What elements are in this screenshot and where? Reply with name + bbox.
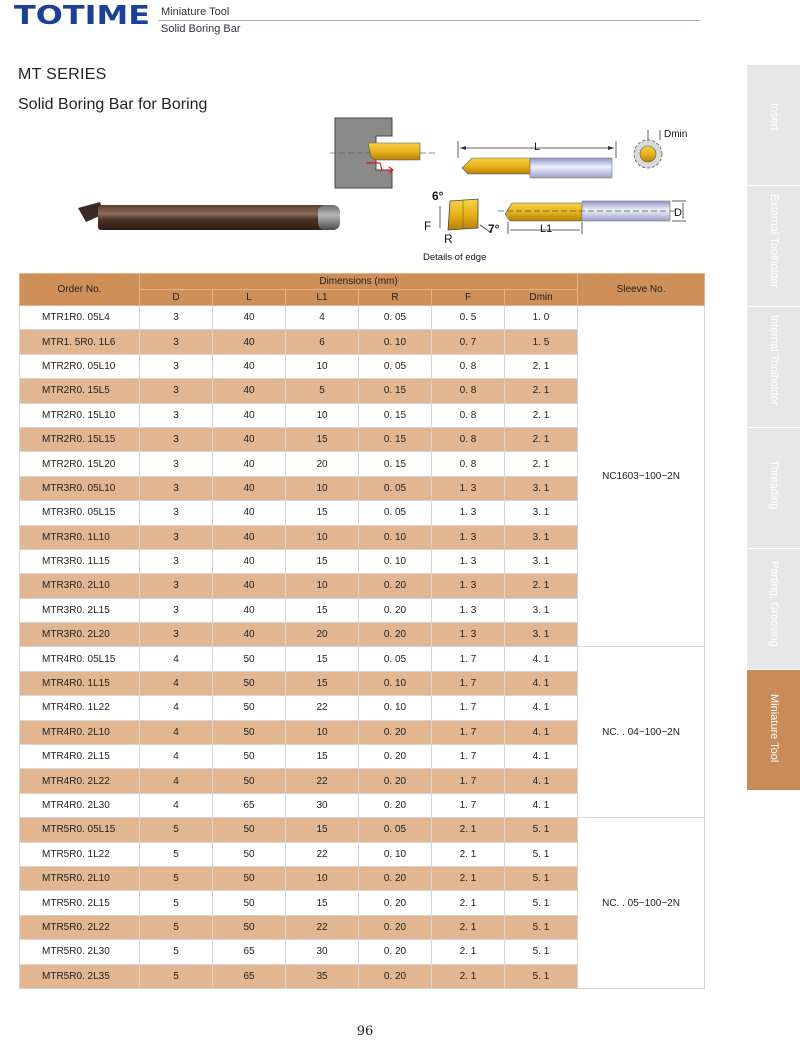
l1-cell: 10 [286,403,359,427]
l-cell: 50 [213,720,286,744]
dmin-end-view [634,130,662,168]
dmin-cell: 2. 1 [505,452,578,476]
f-cell: 1. 7 [432,769,505,793]
l-cell: 40 [213,452,286,476]
label-l: L [534,141,541,153]
d-cell: 3 [140,623,213,647]
l1-cell: 4 [286,306,359,330]
l-cell: 40 [213,330,286,354]
dmin-cell: 5. 1 [505,891,578,915]
order-no-cell: MTR4R0. 1L22 [20,696,140,720]
f-cell: 2. 1 [432,915,505,939]
product-diagram [0,0,720,270]
r-cell: 0. 10 [359,330,432,354]
dmin-cell: 3. 1 [505,525,578,549]
l1-cell: 22 [286,842,359,866]
f-cell: 1. 7 [432,745,505,769]
dmin-cell: 1. 0 [505,306,578,330]
f-cell: 2. 1 [432,891,505,915]
d-cell: 4 [140,720,213,744]
f-cell: 1. 7 [432,671,505,695]
f-cell: 1. 3 [432,501,505,525]
spec-table-body [20,306,705,989]
r-cell: 0. 10 [359,549,432,573]
label-l1: L1 [540,223,553,235]
r-cell: 0. 20 [359,574,432,598]
d-cell: 3 [140,427,213,451]
d-cell: 4 [140,793,213,817]
l-cell: 40 [213,574,286,598]
dmin-cell: 4. 1 [505,745,578,769]
d-cell: 5 [140,964,213,988]
order-no-cell: MTR3R0. 1L15 [20,549,140,573]
dmin-cell: 4. 1 [505,769,578,793]
tab-miniature-tool[interactable] [747,670,800,791]
tab-external-toolholder[interactable] [747,186,800,307]
dmin-cell: 2. 1 [505,574,578,598]
l1-cell: 35 [286,964,359,988]
boring-bar-photo [78,202,340,230]
d-cell: 4 [140,671,213,695]
dmin-cell: 2. 1 [505,403,578,427]
dmin-cell: 5. 1 [505,964,578,988]
tab-internal-toolholder[interactable] [747,307,800,428]
f-cell: 0. 8 [432,403,505,427]
label-angle-6: 6° [432,189,444,203]
dimensions-header: Dimensions (mm) [140,274,578,290]
f-cell: 2. 1 [432,964,505,988]
order-no-cell: MTR2R0. 15L10 [20,403,140,427]
d-cell: 3 [140,501,213,525]
f-cell: 0. 7 [432,330,505,354]
r-cell: 0. 05 [359,818,432,842]
d-cell: 5 [140,915,213,939]
l-cell: 40 [213,427,286,451]
col-header-dmin: Dmin [505,290,578,306]
order-no-cell: MTR5R0. 2L35 [20,964,140,988]
l1-cell: 15 [286,745,359,769]
f-cell: 2. 1 [432,866,505,890]
tab-label: External Toolholder [768,194,780,288]
order-no-cell: MTR3R0. 05L10 [20,476,140,500]
r-cell: 0. 20 [359,720,432,744]
l1-cell: 15 [286,549,359,573]
r-cell: 0. 15 [359,379,432,403]
l-cell: 50 [213,696,286,720]
d-cell: 5 [140,866,213,890]
boring-operation-diagram [330,118,438,188]
d-cell: 3 [140,306,213,330]
r-cell: 0. 15 [359,452,432,476]
r-cell: 0. 20 [359,866,432,890]
dmin-cell: 4. 1 [505,647,578,671]
col-header-l1: L1 [286,290,359,306]
f-cell: 1. 7 [432,696,505,720]
d-cell: 3 [140,379,213,403]
l1-cell: 15 [286,647,359,671]
order-no-cell: MTR4R0. 2L30 [20,793,140,817]
l-cell: 40 [213,476,286,500]
f-cell: 0. 8 [432,379,505,403]
f-cell: 0. 8 [432,427,505,451]
order-no-cell: MTR4R0. 2L22 [20,769,140,793]
l-cell: 50 [213,647,286,671]
l1-cell: 30 [286,793,359,817]
l-cell: 65 [213,793,286,817]
order-no-cell: MTR1. 5R0. 1L6 [20,330,140,354]
order-no-cell: MTR3R0. 2L15 [20,598,140,622]
f-cell: 1. 3 [432,574,505,598]
l1-cell: 10 [286,525,359,549]
order-no-cell: MTR3R0. 1L10 [20,525,140,549]
r-cell: 0. 10 [359,696,432,720]
r-cell: 0. 05 [359,476,432,500]
r-cell: 0. 05 [359,306,432,330]
l1-cell: 10 [286,476,359,500]
tab-insert[interactable] [747,65,800,186]
order-no-cell: MTR5R0. 2L15 [20,891,140,915]
dmin-cell: 4. 1 [505,793,578,817]
f-cell: 1. 3 [432,623,505,647]
order-no-cell: MTR4R0. 2L10 [20,720,140,744]
l-cell: 50 [213,818,286,842]
l1-cell: 15 [286,501,359,525]
table-row [20,818,705,842]
page-subtitle: Solid Boring Bar for Boring [18,96,208,113]
d-cell: 3 [140,330,213,354]
d-cell: 4 [140,769,213,793]
order-no-cell: MTR4R0. 2L15 [20,745,140,769]
f-cell: 1. 3 [432,598,505,622]
dmin-cell: 3. 1 [505,598,578,622]
sleeve-no-header: Sleeve No. [578,274,705,306]
r-cell: 0. 20 [359,623,432,647]
l-cell: 40 [213,623,286,647]
r-cell: 0. 10 [359,671,432,695]
l1-cell: 15 [286,671,359,695]
l1-cell: 6 [286,330,359,354]
label-dmin: Dmin [664,129,688,140]
d-cell: 3 [140,549,213,573]
l1-cell: 20 [286,623,359,647]
l1-cell: 30 [286,940,359,964]
brand-text: TOTIME [14,2,150,28]
d-cell: 3 [140,354,213,378]
r-cell: 0. 10 [359,525,432,549]
l-cell: 50 [213,915,286,939]
d-cell: 3 [140,525,213,549]
r-cell: 0. 10 [359,842,432,866]
d-cell: 4 [140,696,213,720]
d-cell: 4 [140,647,213,671]
f-cell: 1. 3 [432,476,505,500]
dmin-cell: 3. 1 [505,623,578,647]
label-f: F [424,219,432,233]
order-no-header: Order No. [20,274,140,306]
dmin-cell: 3. 1 [505,501,578,525]
l1-cell: 10 [286,866,359,890]
tab-label: Parting, Grooving [768,561,780,647]
l1-cell: 22 [286,769,359,793]
order-no-cell: MTR2R0. 15L20 [20,452,140,476]
tab-threading[interactable] [747,428,800,549]
dmin-cell: 2. 1 [505,354,578,378]
d-cell: 4 [140,745,213,769]
l-cell: 40 [213,306,286,330]
f-cell: 1. 7 [432,793,505,817]
l1-cell: 22 [286,915,359,939]
l1-cell: 15 [286,891,359,915]
f-cell: 0. 5 [432,306,505,330]
dmin-cell: 5. 1 [505,940,578,964]
dmin-cell: 3. 1 [505,476,578,500]
d-cell: 5 [140,891,213,915]
r-cell: 0. 20 [359,915,432,939]
f-cell: 1. 7 [432,720,505,744]
order-no-cell: MTR3R0. 2L10 [20,574,140,598]
d-cell: 3 [140,574,213,598]
dmin-cell: 5. 1 [505,915,578,939]
r-cell: 0. 20 [359,745,432,769]
l-cell: 50 [213,745,286,769]
f-cell: 2. 1 [432,842,505,866]
l-cell: 50 [213,866,286,890]
l-cell: 50 [213,842,286,866]
series-title: MT SERIES [18,66,107,83]
l-cell: 50 [213,769,286,793]
dmin-cell: 5. 1 [505,842,578,866]
col-header-f: F [432,290,505,306]
d-cell: 5 [140,940,213,964]
col-header-d: D [140,290,213,306]
f-cell: 0. 8 [432,354,505,378]
sleeve-no-cell: NC1603−100−2N [578,306,705,647]
r-cell: 0. 05 [359,647,432,671]
dmin-cell: 3. 1 [505,549,578,573]
dmin-cell: 1. 5 [505,330,578,354]
d-cell: 5 [140,842,213,866]
d-cell: 3 [140,403,213,427]
order-no-cell: MTR3R0. 05L15 [20,501,140,525]
order-no-cell: MTR5R0. 2L22 [20,915,140,939]
dmin-cell: 5. 1 [505,866,578,890]
r-cell: 0. 20 [359,769,432,793]
order-no-cell: MTR1R0. 05L4 [20,306,140,330]
l1-cell: 10 [286,720,359,744]
l-cell: 40 [213,354,286,378]
order-no-cell: MTR5R0. 1L22 [20,842,140,866]
f-cell: 0. 8 [432,452,505,476]
l1-cell: 10 [286,574,359,598]
order-no-cell: MTR2R0. 05L10 [20,354,140,378]
dmin-cell: 5. 1 [505,818,578,842]
dmin-cell: 2. 1 [505,379,578,403]
section-tabs [747,65,800,791]
r-cell: 0. 15 [359,403,432,427]
order-no-cell: MTR3R0. 2L20 [20,623,140,647]
order-no-cell: MTR2R0. 15L15 [20,427,140,451]
dmin-cell: 4. 1 [505,720,578,744]
l-cell: 65 [213,964,286,988]
r-cell: 0. 20 [359,940,432,964]
l-cell: 65 [213,940,286,964]
tab-label: Threading [768,460,780,510]
dmin-cell: 4. 1 [505,671,578,695]
r-cell: 0. 20 [359,598,432,622]
f-cell: 1. 3 [432,525,505,549]
l-cell: 40 [213,549,286,573]
order-no-cell: MTR4R0. 05L15 [20,647,140,671]
header-category: Miniature Tool [161,6,230,18]
l-cell: 50 [213,891,286,915]
r-cell: 0. 15 [359,427,432,451]
edge-detail-caption: Details of edge [423,252,487,263]
f-cell: 1. 3 [432,549,505,573]
order-no-cell: MTR5R0. 2L10 [20,866,140,890]
d-cell: 3 [140,452,213,476]
l-cell: 50 [213,671,286,695]
l-cell: 40 [213,525,286,549]
r-cell: 0. 20 [359,891,432,915]
l1-cell: 15 [286,598,359,622]
page-number: 96 [356,1024,374,1039]
f-cell: 2. 1 [432,818,505,842]
d-cell: 5 [140,818,213,842]
l-cell: 40 [213,501,286,525]
d-cell: 3 [140,598,213,622]
edge-detail-drawing [440,199,490,232]
spec-table [19,273,705,989]
sleeve-no-cell: NC. . 04−100−2N [578,647,705,818]
table-row [20,647,705,671]
label-angle-7: 7° [488,222,500,236]
table-row [20,306,705,330]
l-cell: 40 [213,598,286,622]
r-cell: 0. 20 [359,964,432,988]
tab-label: Internal Toolholder [768,315,780,406]
r-cell: 0. 05 [359,501,432,525]
label-r: R [444,232,453,246]
sleeve-no-cell: NC. . 05−100−2N [578,818,705,989]
d-cell: 3 [140,476,213,500]
order-no-cell: MTR5R0. 2L30 [20,940,140,964]
header-subcategory: Solid Boring Bar [161,23,241,35]
order-no-cell: MTR2R0. 15L5 [20,379,140,403]
col-header-l: L [213,290,286,306]
r-cell: 0. 05 [359,354,432,378]
order-no-cell: MTR5R0. 05L15 [20,818,140,842]
l1-dimension-drawing [498,201,686,234]
l1-cell: 10 [286,354,359,378]
l-cell: 40 [213,379,286,403]
l1-cell: 20 [286,452,359,476]
dmin-cell: 4. 1 [505,696,578,720]
l-cell: 40 [213,403,286,427]
r-cell: 0. 20 [359,793,432,817]
dmin-cell: 2. 1 [505,427,578,451]
col-header-r: R [359,290,432,306]
order-no-cell: MTR4R0. 1L15 [20,671,140,695]
l1-cell: 15 [286,427,359,451]
l1-cell: 5 [286,379,359,403]
f-cell: 1. 7 [432,647,505,671]
tab-label: Insert [768,103,780,131]
label-d: D [674,207,682,219]
l1-cell: 22 [286,696,359,720]
f-cell: 2. 1 [432,940,505,964]
l1-cell: 15 [286,818,359,842]
tab-parting-grooving[interactable] [747,549,800,670]
tab-label: Miniature Tool [768,694,780,763]
